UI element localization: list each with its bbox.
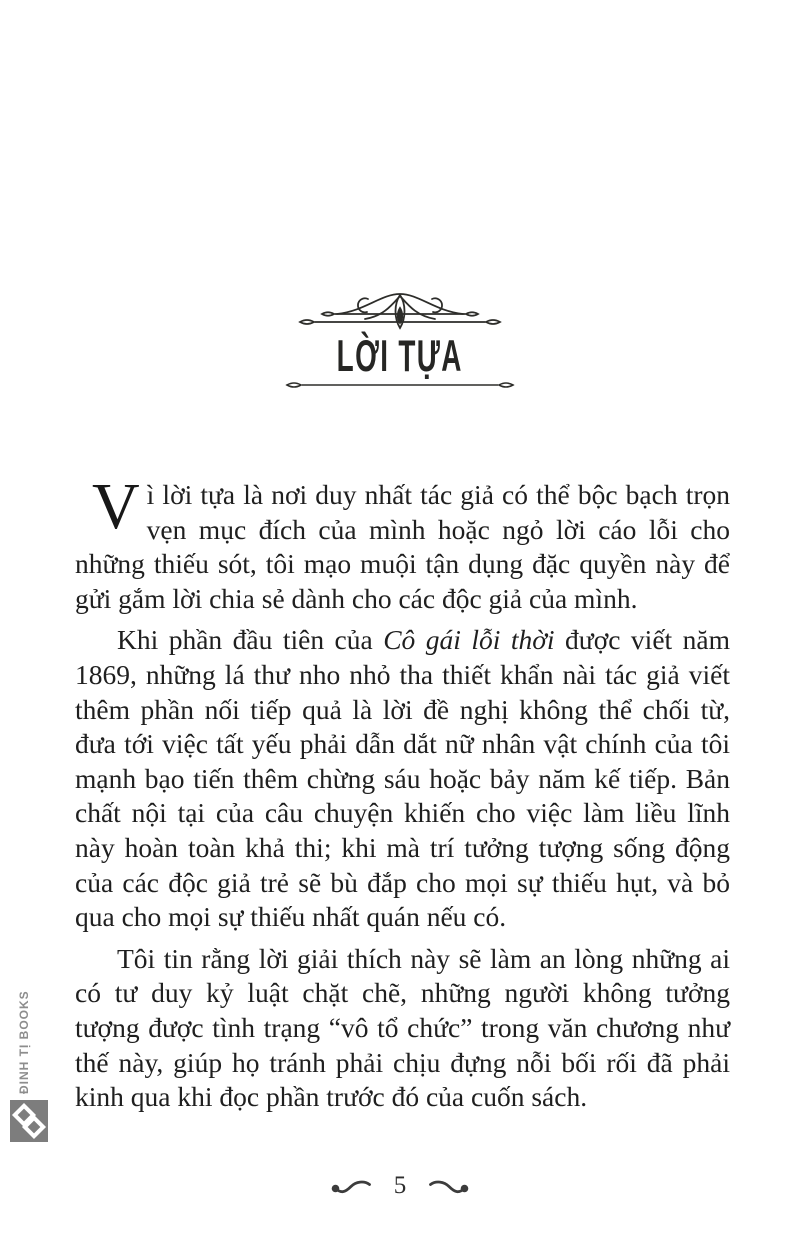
- swash-right-icon: [426, 1176, 470, 1196]
- rule-with-marquise-ends-icon: [285, 378, 515, 392]
- drop-cap: V: [92, 470, 140, 543]
- page-title: LỜI TỰA: [336, 331, 464, 381]
- paragraph-2-text-after: được viết năm 1869, những lá thư nho nhỏ tha thiết khẩn nài tác giả viết thêm phần nối tiếp quả là lời đề nghị không thể chối từ, đưa tới việc tất yếu phải dẫn dắt nữ nhân vật chính của tôi mạnh bạo tiến thêm chừng sáu hoặc bảy năm kế tiếp. Bản chất nội tại của câu chuyện khiến cho việc làm liều lĩnh này hoàn toàn khả thi; khi mà trí tưởng tượng sống động của các độc giả trẻ sẽ bù đắp cho mọi sự thiếu hụt, và bỏ qua cho mọi sự thiếu nhất quán nếu có.: [75, 624, 730, 933]
- swash-left-icon: [330, 1176, 374, 1196]
- title-wrap: [0, 333, 800, 380]
- footer: [0, 1172, 800, 1200]
- preface-paragraph-2: [75, 623, 730, 934]
- title-underline-ornament: [0, 378, 800, 397]
- paragraph-1-text: ì lời tựa là nơi duy nhất tác giả có thể bộc bạch trọn vẹn mục đích của mình hoặc ngỏ lời cáo lỗi cho những thiếu sót, tôi mạo muội tận dụng đặc quyền này để gửi gắm lời chia sẻ dành cho các độc giả của mình.: [75, 479, 730, 614]
- preface-paragraph-1: [75, 470, 730, 616]
- page-number: 5: [393, 1172, 407, 1199]
- paragraph-2-text-before: Khi phần đầu tiên của: [117, 624, 384, 656]
- publisher-vertical-label: ĐINH TỊ BOOKS: [17, 990, 31, 1094]
- publisher-logo-icon: [10, 1100, 48, 1142]
- preface-text: [75, 470, 730, 1115]
- preface-paragraph-3: [75, 942, 730, 1115]
- paragraph-3-text: Tôi tin rằng lời giải thích này sẽ làm an lòng những ai có tư duy kỷ luật chặt chẽ, những người không tưởng tượng được tình trạng “vô tổ chức” trong văn chương như thế này, giúp họ tránh phải chịu đựng nỗi bối rối đã phải kinh qua khi đọc phần trước đó của cuốn sách.: [75, 942, 730, 1113]
- book-title-italic: Cô gái lỗi thời: [383, 624, 555, 656]
